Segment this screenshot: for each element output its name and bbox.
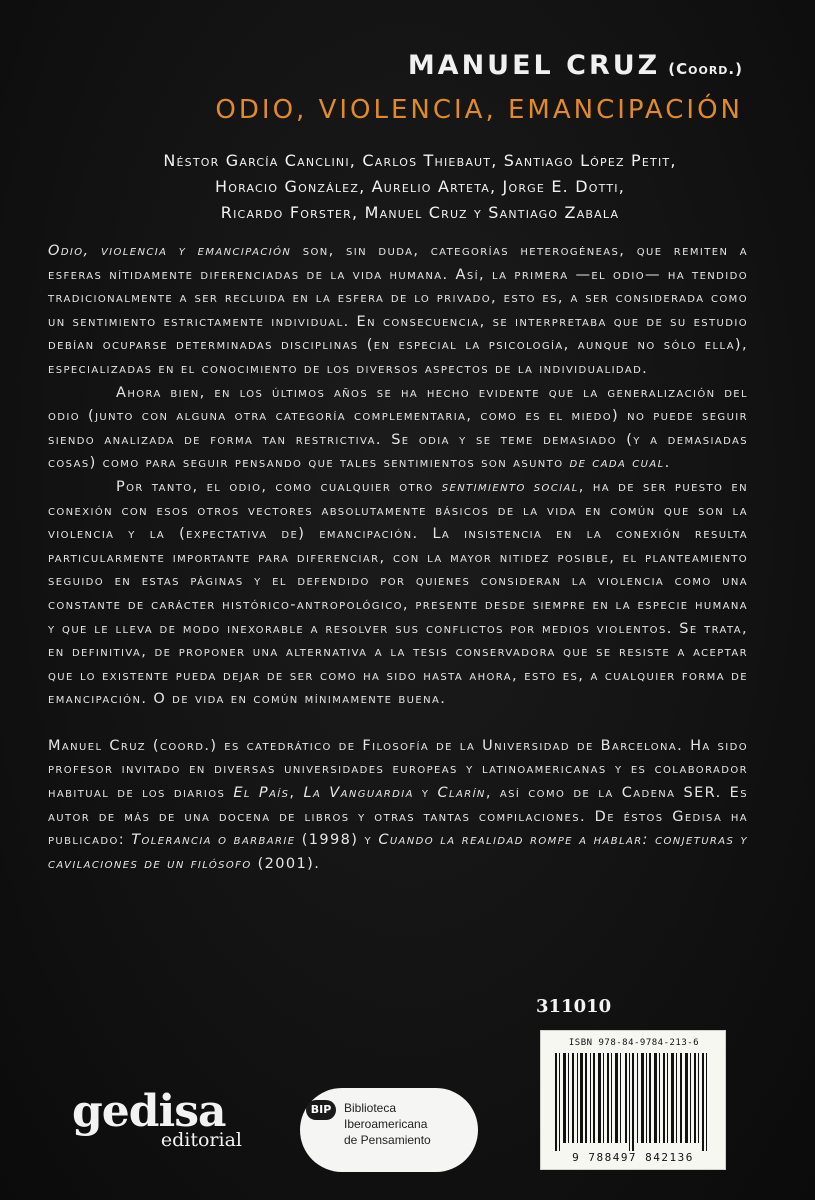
paragraph-text: , [289,785,304,802]
paragraph-text: y [413,785,438,802]
barcode-icon [549,1053,717,1151]
contributors-line: Ricardo Forster, Manuel Cruz y Santiago Zabala [220,203,620,222]
emphasis-text: Tolerancia o barbarie [131,832,296,849]
book-title: ODIO, VIOLENCIA, EMANCIPACIÓN [215,95,743,125]
paragraph-text: Ahora bien, en los últimos años se ha hecho evidente que la generalización del odio (junto con alguna otra categoría complementaria, como es el miedo) no puede seguir siendo analizada de forma tan restrictiva. Se odia y se teme demasiado (y a demasiadas cosas) como para seguir pensando que tales sentimientos son asunto [48,384,748,472]
paragraph-text: (1998) y [295,832,379,849]
collection-logo [300,1088,478,1172]
emphasis-text: de cada cual [569,455,665,472]
synopsis-paragraph-2 [48,382,748,476]
catalog-code: 311010 [536,996,612,1017]
barcode-label [540,1030,726,1170]
emphasis-text: Clarín [437,785,486,802]
publisher-logo [72,1086,242,1151]
isbn-text: ISBN 978-84-9784-213-6 [568,1038,700,1048]
collection-line: Biblioteca [344,1101,397,1115]
coordinator-tag: (Coord.) [668,60,743,78]
emphasis-text: El País [233,785,290,802]
collection-line: de Pensamiento [344,1133,431,1147]
paragraph-text: Manuel Cruz (coord.) es catedrático de Filosofía de la Universidad de Barcelona. Ha sido profesor invitado en diversas universidades europeas y latinoamericanas y es colaborador habitual de los diarios [48,737,748,802]
contributors-line: Néstor García Canclini, Carlos Thiebaut, Santiago López Petit, [163,151,677,170]
paragraph-text: . [664,455,671,472]
contributors-list [90,148,750,226]
emphasis-text: Odio, violencia y emancipación [48,243,292,259]
paragraph-text: , ha de ser puesto en conexión con esos otros vectores absolutamente básicos de la vida en común que son la violencia y la (expectativa de) emancipación. La insistencia en la conexión resulta particularmente importante para diferenciar, con la mayor nitidez posible, el planteamiento seguido en estas páginas y el defendido por quienes consideran la violencia como una constante de carácter histórico-antropológico, presente desde siempre en la especie humana y que le lleva de modo inexorable a resolver sus conflictos por medios violentos. Se trata, en definitiva, de proponer una alternativa a la tesis conservadora que se resiste a aceptar que lo existente pueda dejar de ser como ha sido hasta ahora, esto es, a cualquier forma de emancipación. O de vida en común mínimamente buena. [48,478,749,708]
collection-line: Iberoamericana [344,1117,428,1131]
author-heading [408,50,743,81]
paragraph-text: son, sin duda, categorías heterogéneas, que remiten a esferas nítidamente diferenciadas de la vida humana. Así, la primera —el odio— ha tendido tradicionalmente a ser recluida en la esfera de lo privado, esto es, a ser considerada como un sentimiento estrictamente individual. En consecuencia, se interpretaba que de su estudio debían ocuparse determinadas disciplinas (en especial la psicología, aunque no sólo ella), especializadas en el conocimiento de los diversos aspectos de la individualidad. [48,243,748,377]
bip-badge: BIP [306,1100,336,1120]
synopsis-text [48,240,748,876]
emphasis-text: sentimiento social [441,478,579,495]
publisher-name: gedisa [72,1086,226,1137]
author-name: MANUEL CRUZ [407,50,661,81]
paragraph-text: , así como de la Cadena SER. Es autor de más de una docena de libros y otras tantas compilaciones. De éstos Gedisa ha publicado: [48,785,748,849]
collection-name [344,1100,431,1148]
barcode-number: 9 788497 842136 [572,1151,694,1164]
contributors-line: Horacio González, Aurelio Arteta, Jorge E. Dotti, [215,177,625,196]
emphasis-text: La Vanguardia [303,785,414,802]
synopsis-paragraph-1 [48,240,748,382]
paragraph-text: (2001). [251,855,321,872]
paragraph-text: Por tanto, el odio, como cualquier otro [116,478,442,495]
emphasis-text: Cuando la realidad rompe a hablar: conjeturas y cavilaciones de un filósofo [48,832,749,872]
author-bio [48,735,748,877]
synopsis-paragraph-3 [48,476,748,712]
publisher-subtitle: editorial [160,1129,242,1151]
